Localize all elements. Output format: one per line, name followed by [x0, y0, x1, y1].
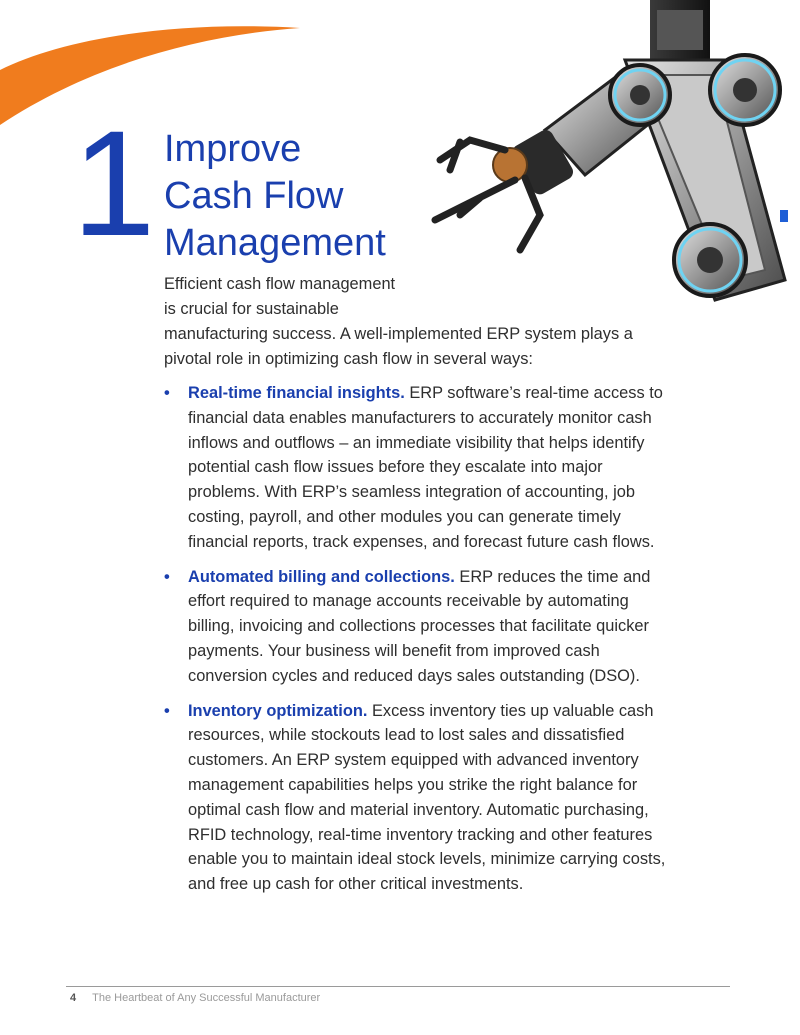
bullet-heading: Real-time financial insights.: [188, 384, 405, 402]
intro-text-part2: manufacturing success. A well-implemented ERP system plays a pivotal role in optimizing cash flow in several ways:: [164, 325, 633, 368]
footer-title: The Heartbeat of Any Successful Manufacturer: [92, 992, 321, 1004]
title-line: Management: [164, 222, 386, 264]
list-item: [164, 381, 676, 555]
bullet-icon: •: [164, 701, 170, 720]
orange-swoosh-decoration: [0, 0, 320, 130]
bullet-body: ERP software’s real-time access to financial data enables manufacturers to accurately monitor cash inflows and outflows – an immediate visibility that helps identify potential cash flow issues before they escalate into major problems. With ERP’s seamless integration of accounting, job costing, payroll, and other modules you can generate timely financial reports, track expenses, and forecast future cash flows.: [188, 384, 663, 551]
robotic-arm-image: [425, 0, 800, 310]
section-number: 1: [72, 99, 152, 267]
page-number: 4: [70, 992, 77, 1004]
section-title: [164, 126, 386, 267]
bullet-body: ERP reduces the time and effort required to manage accounts receivable by automating billing, invoicing and collections processes that facilitate quicker payments. Your business will benefit from improved cash conversion cycles and reduced days sales outstanding (DSO).: [188, 567, 651, 685]
title-line: Cash Flow: [164, 175, 344, 217]
bullet-heading: Automated billing and collections.: [188, 567, 455, 586]
intro-paragraph: [164, 272, 664, 372]
bullet-icon: •: [164, 567, 170, 586]
bullet-body: Excess inventory ties up valuable cash resources, while stockouts lead to lost sales and dissatisfied customers. An ERP system equipped with advanced inventory management capabilities helps you strike the right balance for optimal cash flow and material inventory. Automatic purchasing, RFID technology, real-time inventory tracking and other features enable you to maintain ideal stock levels, minimize carrying costs, and free up cash for other critical investments.: [188, 701, 666, 894]
list-item: [164, 565, 676, 689]
bullet-heading: Inventory optimization.: [188, 701, 368, 720]
page-footer: [70, 992, 320, 1004]
intro-text-part1: Efficient cash flow management is crucial for sustainable: [164, 275, 396, 318]
footer-divider: [66, 986, 730, 987]
bullet-icon: •: [164, 384, 170, 402]
title-line: Improve: [164, 128, 302, 170]
benefits-list: [164, 381, 676, 907]
list-item: [164, 699, 676, 897]
